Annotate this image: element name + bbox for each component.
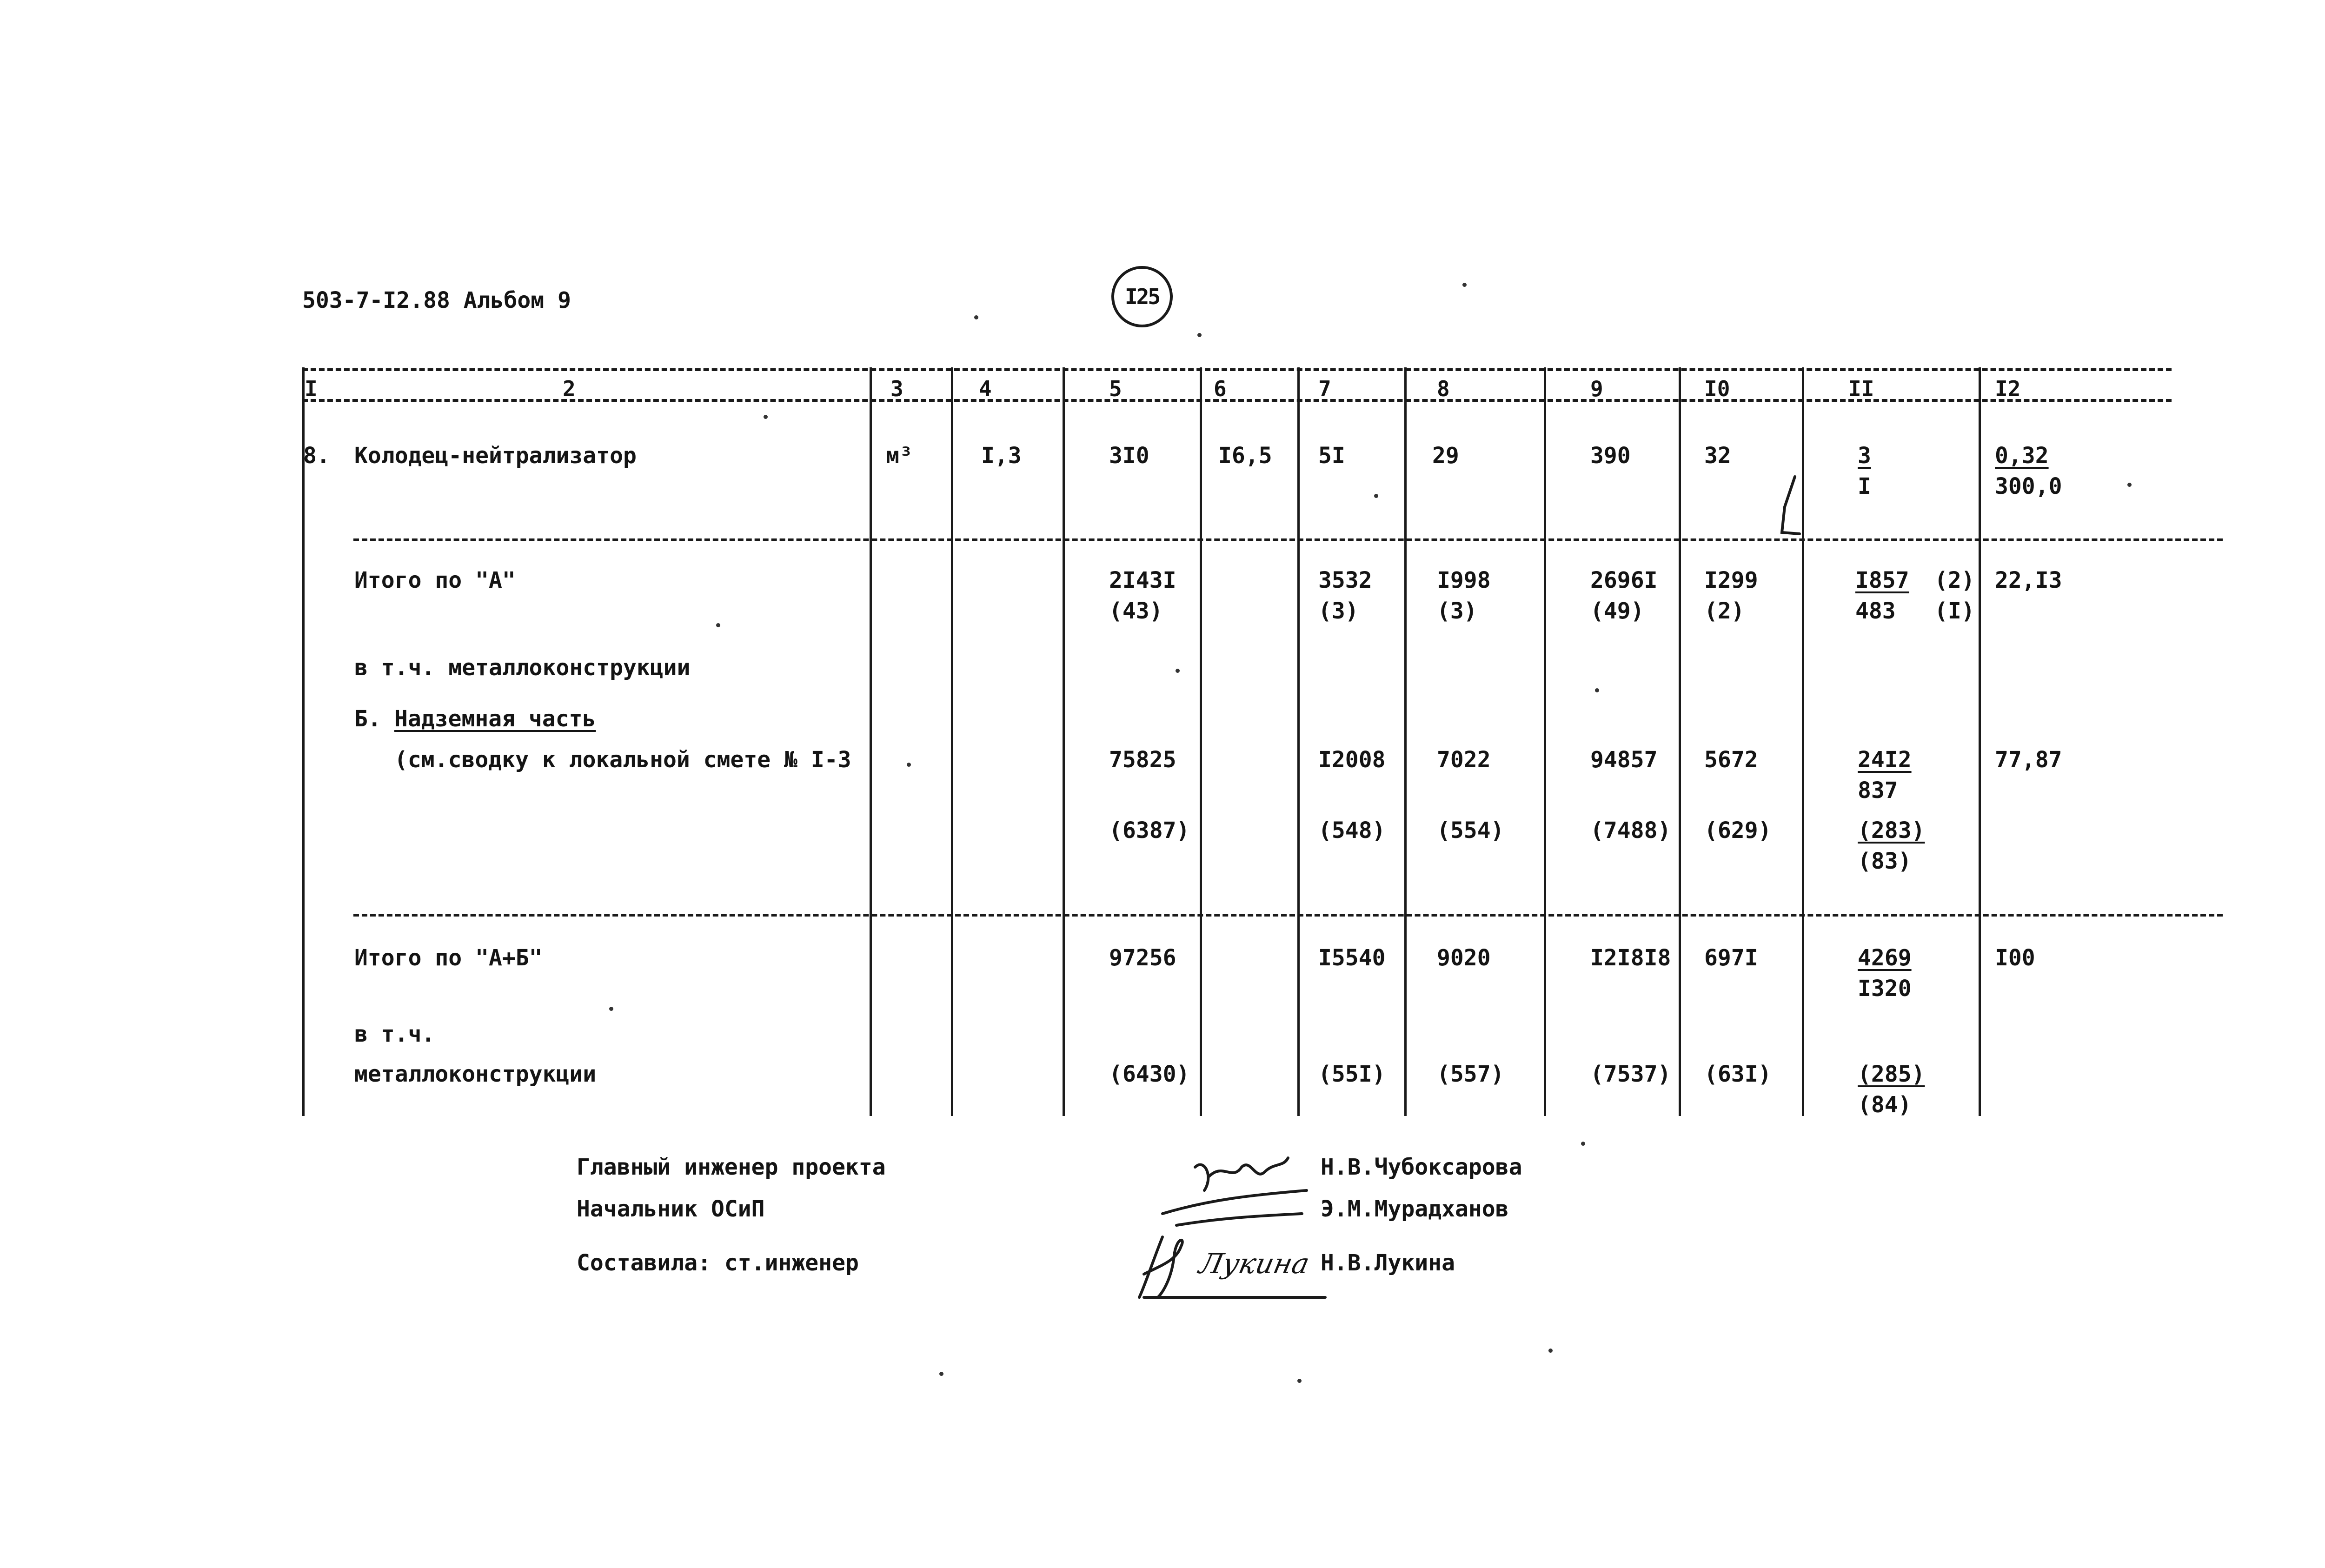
column-divider [870,367,872,1116]
fraction-denominator: 300,0 [1995,473,2062,499]
column-header: 4 [979,376,992,401]
table-cell-sub: (2) [1704,598,1745,624]
column-header: 5 [1109,376,1122,401]
fraction-denominator: I320 [1858,976,1912,1002]
row-separator-line [353,538,2223,541]
table-cell: 77,87 [1995,747,2062,773]
fraction-denominator: (84) [1858,1092,1912,1118]
scan-speck [974,315,978,319]
fraction-denominator: (83) [1858,848,1912,874]
table-cell: I2008 [1318,747,1386,773]
table-cell-sub: (557) [1437,1061,1504,1087]
scan-speck [609,1007,613,1011]
scan-speck [2127,483,2132,487]
signature-name: Э.М.Мурадханов [1321,1196,1509,1222]
table-cell-sub: (6430) [1109,1061,1190,1087]
fraction-numerator: I857 [1855,567,1909,593]
table-cell: 22,I3 [1995,567,2062,593]
table-cell: 94857 [1590,747,1658,773]
table-cell-sub: (548) [1318,817,1386,844]
table-cell: 97256 [1109,945,1176,971]
row-separator-line [353,914,2223,917]
fraction-numerator: (285) [1858,1061,1925,1087]
table-cell: 5I [1318,443,1345,469]
column-header: II [1848,376,1874,401]
table-cell: 32 [1704,443,1731,469]
table-cell: 29 [1432,443,1459,469]
signature-lukina-handwriting: Лукина [1196,1248,1313,1280]
table-cell-sub: (3) [1318,598,1359,624]
row-name: Итого по "А" [354,567,516,593]
scan-speck [1462,283,1467,287]
table-cell: 390 [1590,443,1631,469]
signature-chuboksarova-icon [1135,1149,1330,1232]
column-divider [1544,367,1546,1116]
scan-speck [716,623,720,627]
signature-role: Составила: ст.инженер [577,1250,859,1276]
scan-speck [1176,669,1180,673]
column-divider [1679,367,1681,1116]
fraction-numerator: 3 [1858,443,1871,469]
table-cell: 5672 [1704,747,1758,773]
table-cell-sub: (6387) [1109,817,1190,844]
scan-speck [1374,494,1378,498]
column-header: I [305,376,318,401]
unit-cell: м³ [886,443,913,469]
row-name: Итого по "А+Б" [354,945,543,971]
fraction-numerator: 24I2 [1858,747,1912,773]
table-cell-sub: (43) [1109,598,1163,624]
incl-metal-label: в т.ч. металлоконструкции [354,655,691,681]
incl-metal-label: металлоконструкции [354,1061,597,1087]
column-header: 7 [1318,376,1331,401]
scan-speck [939,1372,943,1376]
incl-label: в т.ч. [354,1021,435,1047]
row-name: Колодец-нейтрализатор [354,443,637,469]
fraction-denominator: 837 [1858,777,1898,804]
column-header: 6 [1214,376,1227,401]
column-header: 2 [563,376,576,401]
table-cell-sub: (55I) [1318,1061,1386,1087]
table-cell: I6,5 [1218,443,1272,469]
table-cell: 75825 [1109,747,1176,773]
column-header: 9 [1590,376,1603,401]
scan-speck [1297,1379,1302,1383]
column-header: I0 [1704,376,1730,401]
document-id: 503-7-I2.88 Альбом 9 [302,287,571,313]
scan-speck [764,415,768,419]
column-divider [1200,367,1202,1116]
fraction-denominator: I [1858,473,1871,499]
fraction-numerator: (283) [1858,817,1925,844]
table-cell: 9020 [1437,945,1491,971]
table-cell: 3532 [1318,567,1372,593]
table-cell-sub: (629) [1704,817,1772,844]
pen-mark-icon [1776,474,1804,535]
scan-speck [1595,688,1599,692]
scan-speck [1548,1349,1553,1353]
table-cell: 697I [1704,945,1758,971]
column-divider [1404,367,1407,1116]
table-cell-sub: (2) [1934,567,1975,593]
table-cell-sub: (7537) [1590,1061,1671,1087]
fraction-numerator: 0,32 [1995,443,2049,469]
table-cell: I,3 [981,443,1022,469]
table-cell: I2I8I8 [1590,945,1671,971]
table-cell: I299 [1704,567,1758,593]
table-cell: 2696I [1590,567,1658,593]
page-number-badge: I25 [1111,266,1173,327]
table-cell-sub: (49) [1590,598,1644,624]
row-number: 8. [303,443,330,469]
table-cell-sub: (7488) [1590,817,1671,844]
column-divider [1979,367,1981,1116]
table-cell: I5540 [1318,945,1386,971]
scan-speck [1197,333,1202,337]
table-cell-sub: (3) [1437,598,1477,624]
table-top-dashed-line [302,368,2172,371]
signature-role: Главный инженер проекта [577,1154,886,1180]
section-title: Надземная часть [394,706,596,732]
signature-role: Начальник ОСиП [577,1196,765,1222]
table-cell: 7022 [1437,747,1491,773]
table-cell: I00 [1995,945,2035,971]
fraction-denominator: 483 [1855,598,1896,624]
table-cell: 3I0 [1109,443,1149,469]
signature-name: Н.В.Лукина [1321,1250,1455,1276]
column-header: I2 [1995,376,2021,401]
table-cell-sub: (554) [1437,817,1504,844]
column-header: 3 [890,376,903,401]
column-divider [1063,367,1065,1116]
section-prefix: Б. [354,706,381,732]
section-note: (см.сводку к локальной смете № I-3 [394,747,851,773]
fraction-numerator: 4269 [1858,945,1912,971]
scan-speck [907,763,911,767]
table-cell: I998 [1437,567,1491,593]
scan-speck [1581,1142,1585,1146]
table-cell-sub: (I) [1934,598,1975,624]
column-divider [1297,367,1300,1116]
table-cell-sub: (63I) [1704,1061,1772,1087]
column-divider [951,367,953,1116]
column-divider [302,367,305,1116]
table-cell: 2I43I [1109,567,1176,593]
column-header: 8 [1437,376,1450,401]
header-bottom-dashed-line [302,399,2172,402]
signature-name: Н.В.Чубоксарова [1321,1154,1522,1180]
